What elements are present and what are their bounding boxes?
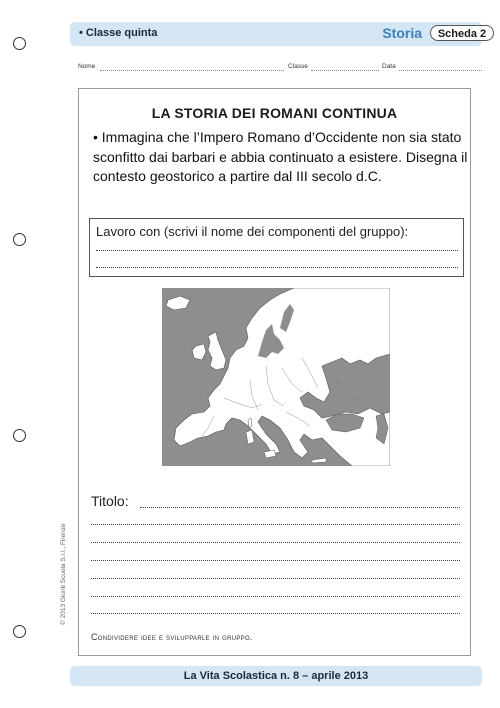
writing-line-5[interactable] bbox=[91, 596, 460, 597]
name-field[interactable] bbox=[100, 70, 284, 71]
class-label: Classe bbox=[288, 63, 308, 70]
europe-map bbox=[162, 288, 390, 466]
group-label: Lavoro con (scrivi il nome dei componenti del gruppo): bbox=[96, 224, 409, 239]
writing-line-6[interactable] bbox=[91, 613, 460, 614]
title-field-label: Titolo: bbox=[91, 493, 129, 509]
group-line-1[interactable] bbox=[96, 250, 458, 251]
subject-label: Storia bbox=[382, 25, 422, 41]
writing-line-3[interactable] bbox=[91, 560, 460, 561]
date-label: Data bbox=[382, 63, 396, 70]
writing-line-1[interactable] bbox=[91, 524, 460, 525]
journal-issue: La Vita Scolastica n. 8 – aprile 2013 bbox=[183, 670, 369, 682]
binder-hole-2 bbox=[13, 233, 26, 246]
name-label: Nome bbox=[78, 63, 96, 70]
writing-line-4[interactable] bbox=[91, 578, 460, 579]
header-bar bbox=[70, 22, 487, 46]
grade-label: • Classe quinta bbox=[79, 27, 158, 39]
binder-hole-3 bbox=[13, 429, 26, 442]
group-members-box bbox=[89, 218, 464, 277]
class-field[interactable] bbox=[311, 70, 379, 71]
closing-note: Condividere idee e svilupparle in gruppo. bbox=[91, 632, 253, 642]
copyright-text: © 2013 Giunti Scuola S.r.l., Firenze bbox=[60, 523, 67, 625]
binder-hole-4 bbox=[13, 625, 26, 638]
corsica bbox=[248, 418, 252, 428]
footer-bar bbox=[70, 666, 482, 686]
student-info-line bbox=[78, 63, 482, 75]
worksheet-title: LA STORIA DEI ROMANI CONTINUA bbox=[151, 105, 398, 121]
europe-map-outline bbox=[162, 288, 390, 466]
title-line[interactable] bbox=[140, 507, 460, 508]
sheet-badge: Scheda 2 bbox=[430, 25, 494, 41]
date-field[interactable] bbox=[399, 70, 482, 71]
instruction-text: • Immagina che l’Impero Romano d’Occidente non sia stato sconfitto dai barbari e abbia continuato a esistere. Disegna il contesto geostorico a partire dal III secolo d.C. bbox=[93, 129, 468, 184]
group-line-2[interactable] bbox=[96, 267, 458, 268]
binder-hole-1 bbox=[13, 37, 26, 50]
writing-line-2[interactable] bbox=[91, 542, 460, 543]
